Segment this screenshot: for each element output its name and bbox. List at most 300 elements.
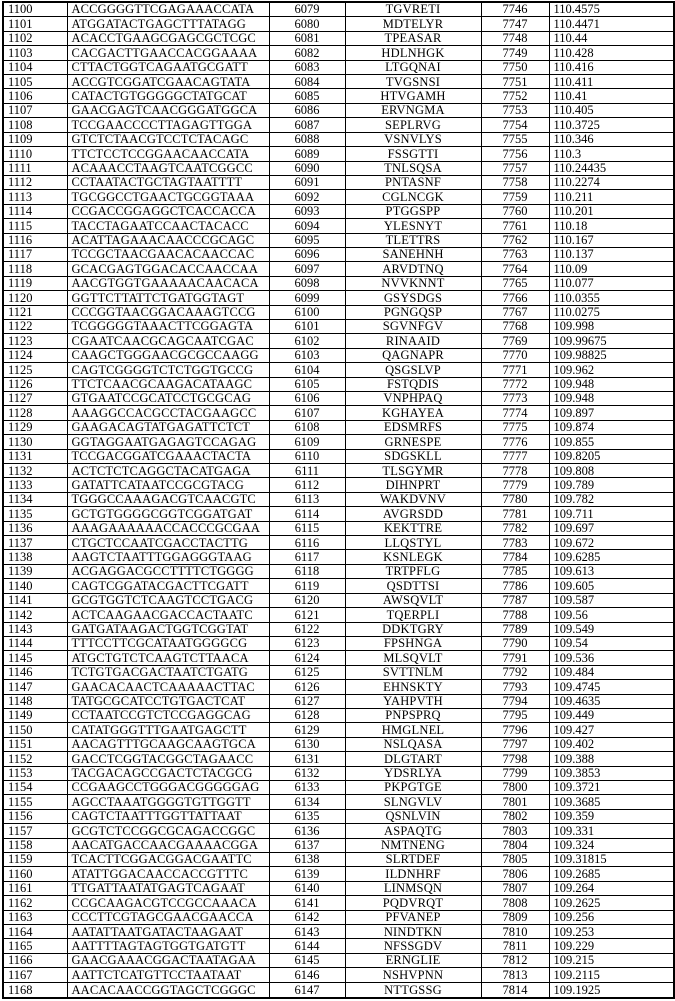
peptide-seq-id-cell: 7779 <box>481 478 549 492</box>
dna-sequence-cell: TCCGAACCCCTTAGAGTTGGA <box>67 118 269 132</box>
row-number-cell: 1118 <box>3 262 67 276</box>
score-cell: 109.948 <box>549 377 674 391</box>
peptide-seq-id-cell: 7812 <box>481 953 549 967</box>
table-row <box>3 103 674 117</box>
table-row <box>3 838 674 852</box>
peptide-sequence-cell: WAKDVNV <box>345 492 481 506</box>
peptide-sequence-cell: LINMSQN <box>345 881 481 895</box>
peptide-seq-id-cell: 7772 <box>481 377 549 391</box>
table-row <box>3 276 674 290</box>
row-number-cell: 1147 <box>3 680 67 694</box>
peptide-sequence-cell: TLETTRS <box>345 233 481 247</box>
table-row <box>3 233 674 247</box>
dna-seq-id-cell: 6110 <box>269 449 345 463</box>
table-row <box>3 536 674 550</box>
score-cell: 110.24435 <box>549 161 674 175</box>
score-cell: 109.613 <box>549 564 674 578</box>
peptide-sequence-cell: VSNVLYS <box>345 132 481 146</box>
dna-sequence-cell: ACTCTCTCAGGCTACATGAGA <box>67 464 269 478</box>
peptide-seq-id-cell: 7786 <box>481 579 549 593</box>
dna-sequence-cell: AATTCTCATGTTCCTAATAAT <box>67 968 269 982</box>
peptide-sequence-cell: HDLNHGK <box>345 46 481 60</box>
peptide-sequence-cell: HMGLNEL <box>345 723 481 737</box>
row-number-cell: 1122 <box>3 319 67 333</box>
dna-sequence-cell: TTCTCAACGCAAGACATAAGC <box>67 377 269 391</box>
peptide-sequence-cell: PKPGTGE <box>345 780 481 794</box>
score-cell: 109.697 <box>549 521 674 535</box>
peptide-seq-id-cell: 7811 <box>481 939 549 953</box>
peptide-sequence-cell: NSHVPNN <box>345 968 481 982</box>
dna-seq-id-cell: 6095 <box>269 233 345 247</box>
score-cell: 110.3 <box>549 147 674 161</box>
dna-sequence-cell: TACCTAGAATCCAACTACACC <box>67 219 269 233</box>
row-number-cell: 1130 <box>3 435 67 449</box>
score-cell: 109.855 <box>549 435 674 449</box>
dna-sequence-cell: GCACGAGTGGACACCAACCAA <box>67 262 269 276</box>
peptide-seq-id-cell: 7803 <box>481 824 549 838</box>
table-row <box>3 175 674 189</box>
table-row <box>3 795 674 809</box>
table-row <box>3 89 674 103</box>
peptide-sequence-cell: FSTQDIS <box>345 377 481 391</box>
peptide-seq-id-cell: 7750 <box>481 60 549 74</box>
row-number-cell: 1151 <box>3 737 67 751</box>
peptide-seq-id-cell: 7810 <box>481 925 549 939</box>
dna-sequence-cell: GTCTCTAACGTCCTCTACAGC <box>67 132 269 146</box>
dna-sequence-cell: ACCGTCGGATCGAACAGTATA <box>67 75 269 89</box>
dna-seq-id-cell: 6099 <box>269 291 345 305</box>
peptide-sequence-cell: MLSQVLT <box>345 651 481 665</box>
dna-sequence-cell: GCGTCTCCGGCGCAGACCGGC <box>67 824 269 838</box>
row-number-cell: 1134 <box>3 492 67 506</box>
score-cell: 110.09 <box>549 262 674 276</box>
dna-seq-id-cell: 6093 <box>269 204 345 218</box>
row-number-cell: 1115 <box>3 219 67 233</box>
table-row <box>3 392 674 406</box>
dna-seq-id-cell: 6130 <box>269 737 345 751</box>
peptide-sequence-cell: QSDTTSI <box>345 579 481 593</box>
row-number-cell: 1107 <box>3 103 67 117</box>
row-number-cell: 1153 <box>3 766 67 780</box>
table-row <box>3 118 674 132</box>
dna-sequence-cell: GCGTGGTCTCAAGTCCTGACG <box>67 593 269 607</box>
dna-seq-id-cell: 6082 <box>269 46 345 60</box>
peptide-seq-id-cell: 7774 <box>481 406 549 420</box>
dna-seq-id-cell: 6081 <box>269 31 345 45</box>
peptide-sequence-cell: HTVGAMH <box>345 89 481 103</box>
peptide-seq-id-cell: 7756 <box>481 147 549 161</box>
row-number-cell: 1124 <box>3 348 67 362</box>
table-row <box>3 651 674 665</box>
peptide-seq-id-cell: 7747 <box>481 17 549 31</box>
table-row <box>3 579 674 593</box>
peptide-seq-id-cell: 7765 <box>481 276 549 290</box>
dna-sequence-cell: TTTCCTTCGCATAATGGGGCG <box>67 636 269 650</box>
dna-sequence-cell: ACCGGGGTTCGAGAAACCATA <box>67 2 269 17</box>
dna-sequence-cell: GAACACAACTCAAAAACTTAC <box>67 680 269 694</box>
peptide-sequence-cell: PNTASNF <box>345 175 481 189</box>
dna-seq-id-cell: 6112 <box>269 478 345 492</box>
peptide-sequence-cell: QSNLVIN <box>345 809 481 823</box>
row-number-cell: 1165 <box>3 939 67 953</box>
table-row <box>3 75 674 89</box>
dna-seq-id-cell: 6111 <box>269 464 345 478</box>
score-cell: 109.256 <box>549 910 674 924</box>
table-row <box>3 492 674 506</box>
dna-seq-id-cell: 6107 <box>269 406 345 420</box>
peptide-sequence-cell: SGVNFGV <box>345 319 481 333</box>
row-number-cell: 1146 <box>3 665 67 679</box>
table-row <box>3 723 674 737</box>
peptide-seq-id-cell: 7775 <box>481 420 549 434</box>
dna-seq-id-cell: 6080 <box>269 17 345 31</box>
peptide-sequence-cell: NTTGSSG <box>345 982 481 998</box>
dna-sequence-cell: CAGTCGGATACGACTTCGATT <box>67 579 269 593</box>
peptide-seq-id-cell: 7788 <box>481 608 549 622</box>
peptide-sequence-cell: CGLNCGK <box>345 190 481 204</box>
peptide-sequence-cell: GRNESPE <box>345 435 481 449</box>
table-row <box>3 737 674 751</box>
table-row <box>3 406 674 420</box>
dna-seq-id-cell: 6140 <box>269 881 345 895</box>
score-cell: 109.264 <box>549 881 674 895</box>
dna-seq-id-cell: 6120 <box>269 593 345 607</box>
peptide-seq-id-cell: 7778 <box>481 464 549 478</box>
score-cell: 110.405 <box>549 103 674 117</box>
row-number-cell: 1148 <box>3 694 67 708</box>
dna-seq-id-cell: 6113 <box>269 492 345 506</box>
table-row <box>3 521 674 535</box>
score-cell: 109.54 <box>549 636 674 650</box>
score-cell: 109.711 <box>549 507 674 521</box>
dna-seq-id-cell: 6090 <box>269 161 345 175</box>
peptide-seq-id-cell: 7749 <box>481 46 549 60</box>
peptide-sequence-cell: YAHPVTH <box>345 694 481 708</box>
peptide-seq-id-cell: 7793 <box>481 680 549 694</box>
row-number-cell: 1145 <box>3 651 67 665</box>
dna-sequence-cell: AACGTGGTGAAAAACAACACA <box>67 276 269 290</box>
row-number-cell: 1133 <box>3 478 67 492</box>
dna-seq-id-cell: 6094 <box>269 219 345 233</box>
row-number-cell: 1110 <box>3 147 67 161</box>
peptide-sequence-cell: KEKTTRE <box>345 521 481 535</box>
dna-seq-id-cell: 6091 <box>269 175 345 189</box>
score-cell: 109.536 <box>549 651 674 665</box>
score-cell: 109.449 <box>549 708 674 722</box>
dna-sequence-cell: AACAGTTTGCAAGCAAGTGCA <box>67 737 269 751</box>
peptide-sequence-cell: TQERPLI <box>345 608 481 622</box>
table-row <box>3 420 674 434</box>
row-number-cell: 1156 <box>3 809 67 823</box>
peptide-sequence-cell: SEPLRVG <box>345 118 481 132</box>
table-row <box>3 348 674 362</box>
table-row <box>3 881 674 895</box>
peptide-seq-id-cell: 7781 <box>481 507 549 521</box>
peptide-seq-id-cell: 7746 <box>481 2 549 17</box>
dna-seq-id-cell: 6143 <box>269 925 345 939</box>
row-number-cell: 1152 <box>3 752 67 766</box>
score-cell: 109.324 <box>549 838 674 852</box>
peptide-sequence-cell: ERVNGMA <box>345 103 481 117</box>
peptide-seq-id-cell: 7761 <box>481 219 549 233</box>
table-row <box>3 334 674 348</box>
table-row <box>3 305 674 319</box>
dna-sequence-cell: CCCGGTAACGGACAAAGTCCG <box>67 305 269 319</box>
dna-seq-id-cell: 6102 <box>269 334 345 348</box>
row-number-cell: 1103 <box>3 46 67 60</box>
peptide-seq-id-cell: 7790 <box>481 636 549 650</box>
dna-sequence-cell: ACTCAAGAACGACCACTAATC <box>67 608 269 622</box>
table-row <box>3 752 674 766</box>
dna-sequence-cell: GTGAATCCGCATCCTGCGCAG <box>67 392 269 406</box>
table-row <box>3 809 674 823</box>
peptide-sequence-cell: LLQSTYL <box>345 536 481 550</box>
peptide-seq-id-cell: 7780 <box>481 492 549 506</box>
score-cell: 109.962 <box>549 363 674 377</box>
dna-sequence-cell: CAGTCTAATTTGGTTATTAAT <box>67 809 269 823</box>
peptide-sequence-cell: MDTELYR <box>345 17 481 31</box>
row-number-cell: 1117 <box>3 247 67 261</box>
score-cell: 109.8205 <box>549 449 674 463</box>
peptide-sequence-cell: ILDNHRF <box>345 867 481 881</box>
score-cell: 110.44 <box>549 31 674 45</box>
row-number-cell: 1164 <box>3 925 67 939</box>
dna-seq-id-cell: 6100 <box>269 305 345 319</box>
peptide-sequence-cell: AVGRSDD <box>345 507 481 521</box>
peptide-seq-id-cell: 7748 <box>481 31 549 45</box>
table-row <box>3 694 674 708</box>
peptide-seq-id-cell: 7759 <box>481 190 549 204</box>
peptide-sequence-cell: SDGSKLL <box>345 449 481 463</box>
peptide-seq-id-cell: 7809 <box>481 910 549 924</box>
dna-seq-id-cell: 6121 <box>269 608 345 622</box>
dna-seq-id-cell: 6115 <box>269 521 345 535</box>
peptide-seq-id-cell: 7800 <box>481 780 549 794</box>
score-cell: 109.998 <box>549 319 674 333</box>
score-cell: 109.789 <box>549 478 674 492</box>
peptide-sequence-cell: YLESNYT <box>345 219 481 233</box>
dna-sequence-cell: TCGGGGGTAAACTTCGGAGTA <box>67 319 269 333</box>
dna-seq-id-cell: 6098 <box>269 276 345 290</box>
peptide-seq-id-cell: 7762 <box>481 233 549 247</box>
peptide-seq-id-cell: 7805 <box>481 853 549 867</box>
peptide-sequence-cell: FSSGTTI <box>345 147 481 161</box>
row-number-cell: 1135 <box>3 507 67 521</box>
table-row <box>3 780 674 794</box>
row-number-cell: 1161 <box>3 881 67 895</box>
peptide-seq-id-cell: 7796 <box>481 723 549 737</box>
peptide-seq-id-cell: 7797 <box>481 737 549 751</box>
score-cell: 110.4471 <box>549 17 674 31</box>
peptide-sequence-cell: AWSQVLT <box>345 593 481 607</box>
row-number-cell: 1157 <box>3 824 67 838</box>
dna-sequence-cell: GACCTCGGTACGGCTAGAACC <box>67 752 269 766</box>
row-number-cell: 1125 <box>3 363 67 377</box>
dna-seq-id-cell: 6106 <box>269 392 345 406</box>
dna-sequence-cell: AAAGGCCACGCCTACGAAGCC <box>67 406 269 420</box>
score-cell: 109.897 <box>549 406 674 420</box>
row-number-cell: 1105 <box>3 75 67 89</box>
peptide-seq-id-cell: 7795 <box>481 708 549 722</box>
dna-sequence-cell: TGCGGCCTGAACTGCGGTAAA <box>67 190 269 204</box>
row-number-cell: 1101 <box>3 17 67 31</box>
peptide-sequence-cell: TNLSQSA <box>345 161 481 175</box>
dna-seq-id-cell: 6138 <box>269 853 345 867</box>
dna-seq-id-cell: 6126 <box>269 680 345 694</box>
peptide-seq-id-cell: 7784 <box>481 550 549 564</box>
score-cell: 109.808 <box>549 464 674 478</box>
row-number-cell: 1127 <box>3 392 67 406</box>
dna-seq-id-cell: 6109 <box>269 435 345 449</box>
dna-sequence-cell: AGCCTAAATGGGGTGTTGGTT <box>67 795 269 809</box>
dna-sequence-cell: ACATTAGAAACAACCCGCAGC <box>67 233 269 247</box>
row-number-cell: 1121 <box>3 305 67 319</box>
peptide-sequence-cell: YDSRLYA <box>345 766 481 780</box>
table-row <box>3 982 674 998</box>
dna-seq-id-cell: 6123 <box>269 636 345 650</box>
row-number-cell: 1136 <box>3 521 67 535</box>
peptide-seq-id-cell: 7808 <box>481 896 549 910</box>
row-number-cell: 1109 <box>3 132 67 146</box>
peptide-seq-id-cell: 7801 <box>481 795 549 809</box>
row-number-cell: 1138 <box>3 550 67 564</box>
peptide-sequence-cell: SANEHNH <box>345 247 481 261</box>
peptide-seq-id-cell: 7792 <box>481 665 549 679</box>
dna-seq-id-cell: 6101 <box>269 319 345 333</box>
score-cell: 109.782 <box>549 492 674 506</box>
dna-seq-id-cell: 6146 <box>269 968 345 982</box>
peptide-seq-id-cell: 7787 <box>481 593 549 607</box>
score-cell: 109.4745 <box>549 680 674 694</box>
table-row <box>3 247 674 261</box>
row-number-cell: 1112 <box>3 175 67 189</box>
peptide-seq-id-cell: 7782 <box>481 521 549 535</box>
table-row <box>3 853 674 867</box>
peptide-sequence-cell: DDKTGRY <box>345 622 481 636</box>
dna-sequence-cell: GCTGTGGGGCGGTCGGATGAT <box>67 507 269 521</box>
dna-sequence-cell: AAAGAAAAAACCACCCGCGAA <box>67 521 269 535</box>
table-row <box>3 132 674 146</box>
dna-seq-id-cell: 6083 <box>269 60 345 74</box>
row-number-cell: 1155 <box>3 795 67 809</box>
dna-seq-id-cell: 6129 <box>269 723 345 737</box>
peptide-seq-id-cell: 7766 <box>481 291 549 305</box>
score-cell: 110.346 <box>549 132 674 146</box>
score-cell: 109.587 <box>549 593 674 607</box>
score-cell: 110.077 <box>549 276 674 290</box>
peptide-seq-id-cell: 7753 <box>481 103 549 117</box>
row-number-cell: 1113 <box>3 190 67 204</box>
peptide-sequence-cell: TVGSNSI <box>345 75 481 89</box>
peptide-seq-id-cell: 7785 <box>481 564 549 578</box>
dna-seq-id-cell: 6084 <box>269 75 345 89</box>
table-row <box>3 593 674 607</box>
dna-seq-id-cell: 6087 <box>269 118 345 132</box>
score-cell: 109.427 <box>549 723 674 737</box>
score-cell: 109.549 <box>549 622 674 636</box>
peptide-sequence-cell: PTGGSPP <box>345 204 481 218</box>
dna-sequence-cell: AACACAACCGGTAGCTCGGGC <box>67 982 269 998</box>
score-cell: 109.359 <box>549 809 674 823</box>
table-row <box>3 939 674 953</box>
peptide-sequence-cell: RINAAID <box>345 334 481 348</box>
table-row <box>3 161 674 175</box>
score-cell: 109.874 <box>549 420 674 434</box>
dna-sequence-cell: TCCGACGGATCGAAACTACTA <box>67 449 269 463</box>
peptide-sequence-cell: PFVANEP <box>345 910 481 924</box>
dna-seq-id-cell: 6122 <box>269 622 345 636</box>
score-cell: 109.605 <box>549 579 674 593</box>
score-cell: 110.201 <box>549 204 674 218</box>
peptide-sequence-cell: PGNGQSP <box>345 305 481 319</box>
peptide-sequence-cell: EDSMRFS <box>345 420 481 434</box>
table-row <box>3 464 674 478</box>
score-cell: 109.3685 <box>549 795 674 809</box>
dna-sequence-cell: ATGGATACTGAGCTTTATAGG <box>67 17 269 31</box>
score-cell: 109.56 <box>549 608 674 622</box>
table-row <box>3 60 674 74</box>
dna-sequence-cell: CGAATCAACGCAGCAATCGAC <box>67 334 269 348</box>
peptide-seq-id-cell: 7763 <box>481 247 549 261</box>
dna-sequence-cell: TCTGTGACGACTAATCTGATG <box>67 665 269 679</box>
row-number-cell: 1106 <box>3 89 67 103</box>
score-cell: 109.253 <box>549 925 674 939</box>
dna-sequence-cell: ATATTGGACAACCACCGTTTC <box>67 867 269 881</box>
peptide-sequence-cell: TLSGYMR <box>345 464 481 478</box>
table-row <box>3 550 674 564</box>
dna-sequence-cell: TCCGCTAACGAACACAACCAC <box>67 247 269 261</box>
row-number-cell: 1119 <box>3 276 67 290</box>
peptide-seq-id-cell: 7807 <box>481 881 549 895</box>
row-number-cell: 1163 <box>3 910 67 924</box>
peptide-seq-id-cell: 7758 <box>481 175 549 189</box>
dna-seq-id-cell: 6136 <box>269 824 345 838</box>
dna-sequence-cell: GAAGACAGTATGAGATTCTCT <box>67 420 269 434</box>
row-number-cell: 1116 <box>3 233 67 247</box>
row-number-cell: 1123 <box>3 334 67 348</box>
peptide-sequence-cell: TPEASAR <box>345 31 481 45</box>
score-cell: 109.3721 <box>549 780 674 794</box>
row-number-cell: 1141 <box>3 593 67 607</box>
score-cell: 109.229 <box>549 939 674 953</box>
peptide-sequence-cell: ARVDTNQ <box>345 262 481 276</box>
dna-seq-id-cell: 6135 <box>269 809 345 823</box>
row-number-cell: 1137 <box>3 536 67 550</box>
score-cell: 109.6285 <box>549 550 674 564</box>
table-row <box>3 953 674 967</box>
score-cell: 109.3853 <box>549 766 674 780</box>
dna-sequence-cell: AACATGACCAACGAAAACGGA <box>67 838 269 852</box>
dna-seq-id-cell: 6088 <box>269 132 345 146</box>
table-row <box>3 377 674 391</box>
dna-seq-id-cell: 6127 <box>269 694 345 708</box>
score-cell: 109.98825 <box>549 348 674 362</box>
peptide-sequence-cell: NSLQASA <box>345 737 481 751</box>
dna-seq-id-cell: 6131 <box>269 752 345 766</box>
dna-sequence-cell: CTTACTGGTCAGAATGCGATT <box>67 60 269 74</box>
row-number-cell: 1104 <box>3 60 67 74</box>
dna-sequence-cell: CTGCTCCAATCGACCTACTTG <box>67 536 269 550</box>
dna-sequence-cell: CATACTGTGGGGGCTATGCAT <box>67 89 269 103</box>
dna-seq-id-cell: 6128 <box>269 708 345 722</box>
dna-seq-id-cell: 6105 <box>269 377 345 391</box>
score-cell: 110.167 <box>549 233 674 247</box>
table-row <box>3 608 674 622</box>
peptide-seq-id-cell: 7754 <box>481 118 549 132</box>
peptide-seq-id-cell: 7789 <box>481 622 549 636</box>
table-row <box>3 564 674 578</box>
dna-seq-id-cell: 6133 <box>269 780 345 794</box>
